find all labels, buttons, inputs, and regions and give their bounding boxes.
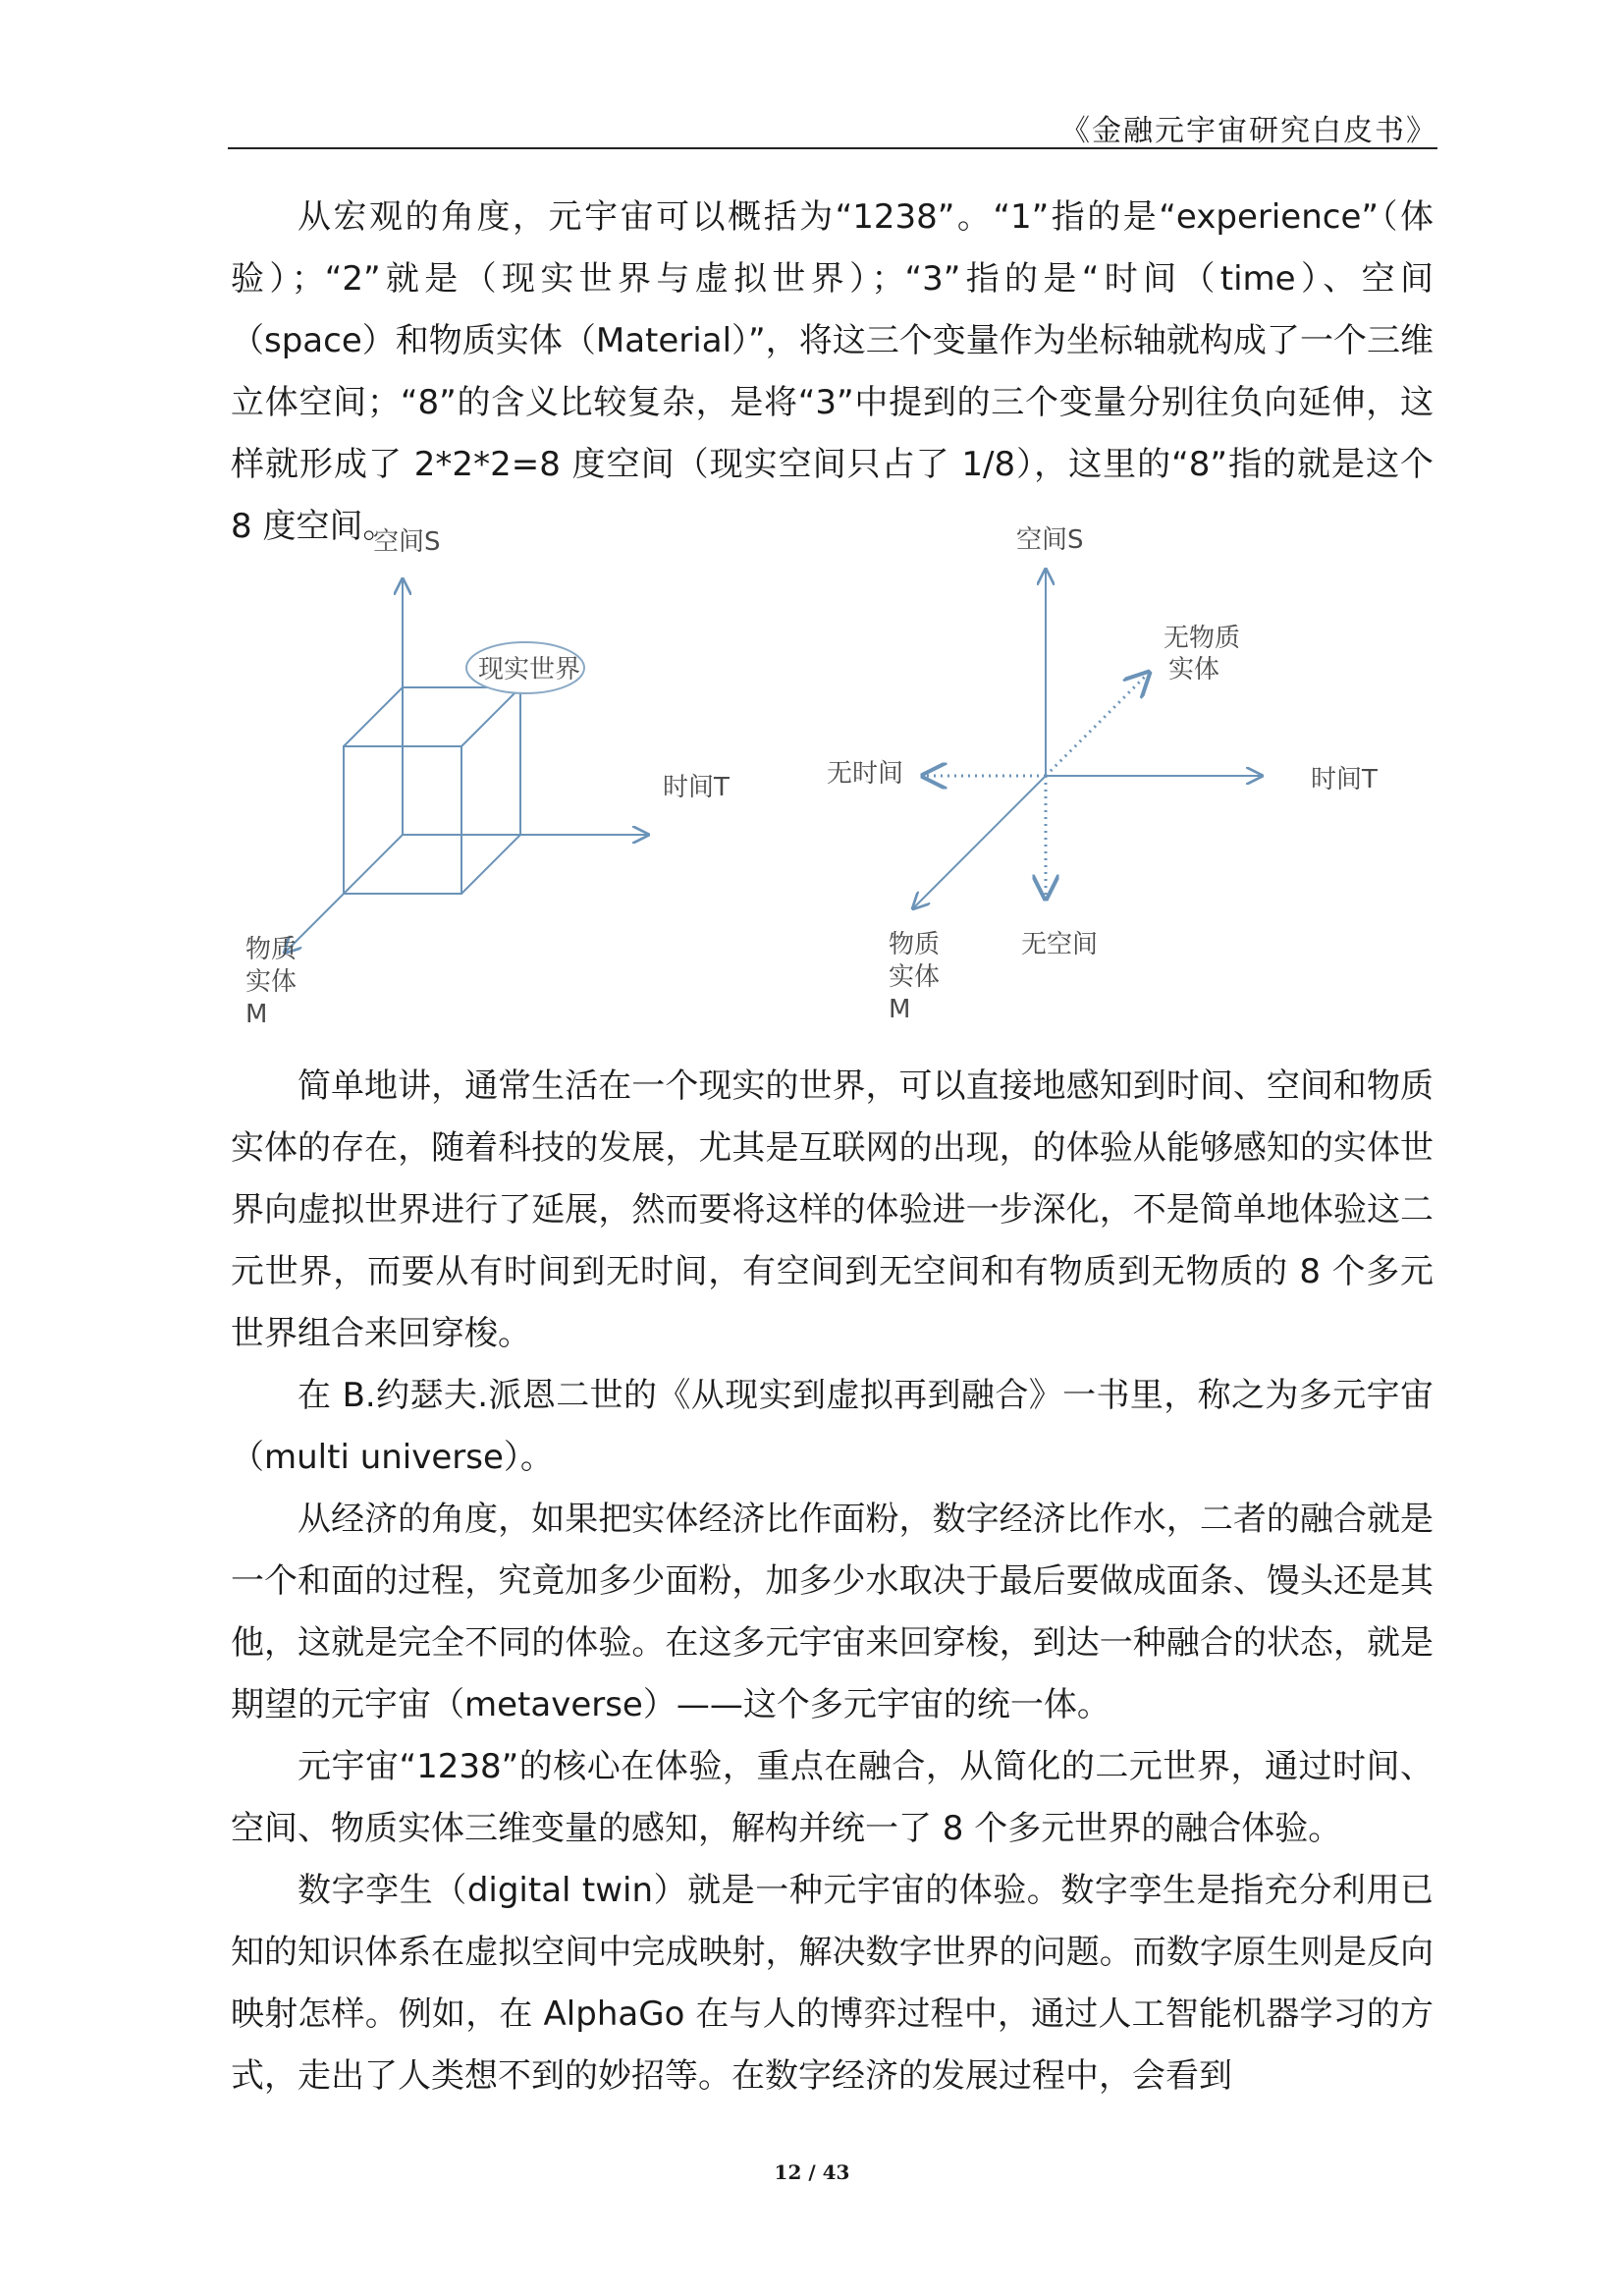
no-time-label: 无时间 bbox=[827, 759, 904, 789]
paragraph-1238-definition: 从宏观的角度，元宇宙可以概括为“1238”。“1”指的是“experience”（体验）；“2”就是（现实世界与虚拟世界）；“3”指的是“时间（time）、空间（space）和物质实体（Material）”，将这三个变量作为坐标轴就构成了一个三维立体空间；“8”的含义比较复杂，是将“3”中提到的三个变量分别往负向延伸，这样就形成了 2*2*2=8 度空间（现实空间只占了 1/8），这里的“8”指的就是这个 8 度空间。 bbox=[231, 197, 1434, 546]
paragraph-1238-core: 元宇宙“1238”的核心在体验，重点在融合，从简化的二元世界，通过时间、空间、物质实体三维变量的感知，解构并统一了 8 个多元世界的融合体验。 bbox=[231, 1747, 1434, 1848]
page-number: 12 / 43 bbox=[774, 2160, 850, 2184]
right-matter-axis bbox=[913, 776, 1046, 908]
real-world-cube bbox=[344, 687, 520, 894]
no-matter-label-2: 实体 bbox=[1168, 655, 1220, 684]
paragraph-multi-universe: 在 B.约瑟夫.派恩二世的《从现实到虚拟再到融合》一书里，称之为多元宇宙（multi universe）。 bbox=[231, 1376, 1434, 1477]
no-space-label: 无空间 bbox=[1021, 930, 1099, 959]
left-space-label: 空间S bbox=[373, 527, 441, 557]
right-space-label: 空间S bbox=[1016, 525, 1084, 555]
left-matter-label-1: 物质 bbox=[245, 935, 298, 964]
no-matter-axis bbox=[1046, 673, 1149, 776]
right-time-label: 时间T bbox=[1311, 765, 1378, 794]
real-world-label: 现实世界 bbox=[478, 655, 581, 684]
right-diagram bbox=[827, 525, 1378, 1024]
right-matter-label-2: 实体 bbox=[889, 962, 941, 992]
paragraph-simple-explanation: 简单地讲，通常生活在一个现实的世界，可以直接地感知到时间、空间和物质实体的存在，随着科技的发展，尤其是互联网的出现，的体验从能够感知的实体世界向虚拟世界进行了延展，然而要将这样的体验进一步深化，不是简单地体验这二元世界，而要从有时间到无时间，有空间到无空间和有物质到无物质的 8 个多元世界组合来回穿梭。 bbox=[231, 1066, 1434, 1353]
paragraph-digital-twin: 数字孪生（digital twin）就是一种元宇宙的体验。数字孪生是指充分利用已知的知识体系在虚拟空间中完成映射，解决数字世界的问题。而数字原生则是反向映射怎样。例如，在 AlphaGo 在与人的博弈过程中，通过人工智能机器学习的方式，走出了人类想不到的妙招等。在数字经济的发展过程中，会看到 bbox=[231, 1871, 1434, 2096]
document-header-title: 《金融元宇宙研究白皮书》 bbox=[1060, 114, 1437, 148]
left-time-label: 时间T bbox=[663, 773, 730, 802]
left-matter-label-3: M bbox=[245, 1000, 268, 1029]
left-matter-label-2: 实体 bbox=[245, 967, 298, 997]
right-matter-label-3: M bbox=[889, 995, 911, 1024]
right-matter-label-1: 物质 bbox=[889, 930, 941, 959]
paragraph-economy: 从经济的角度，如果把实体经济比作面粉，数字经济比作水，二者的融合就是一个和面的过程，究竟加多少面粉，加多少水取决于最后要做成面条、馒头还是其他，这就是完全不同的体验。在这多元宇宙来回穿梭，到达一种融合的状态，就是期望的元宇宙（metaverse）——这个多元宇宙的统一体。 bbox=[231, 1500, 1434, 1724]
header-divider bbox=[228, 147, 1437, 149]
left-diagram bbox=[245, 527, 730, 1029]
no-matter-label-1: 无物质 bbox=[1164, 624, 1241, 653]
coordinate-diagrams bbox=[231, 520, 1429, 1031]
